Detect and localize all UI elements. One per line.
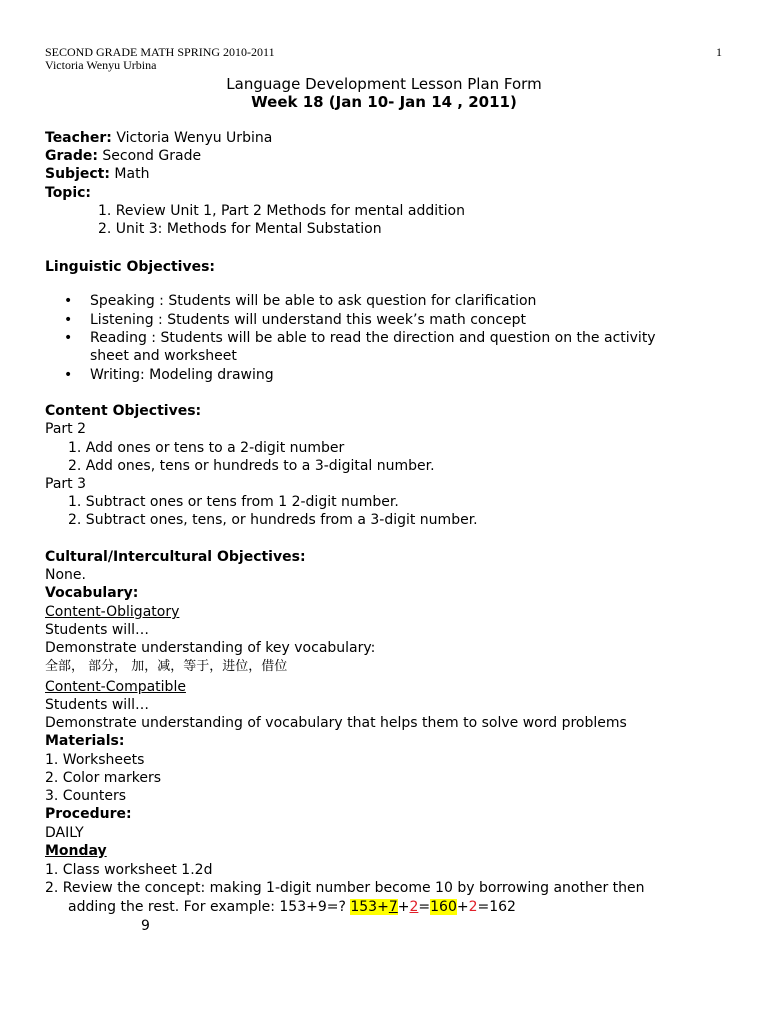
- compatible-label: Content-Compatible: [45, 679, 186, 695]
- subject-label: Subject:: [45, 166, 110, 182]
- bullet-icon: •: [64, 330, 73, 346]
- list-item: 1. Worksheets: [45, 752, 145, 768]
- list-item: Writing: Modeling drawing: [90, 367, 274, 383]
- part3-label: Part 3: [45, 476, 86, 492]
- list-item: Speaking : Students will be able to ask question for clarification: [90, 293, 537, 309]
- list-item: 1. Subtract ones or tens from 1 2-digit number.: [68, 494, 399, 510]
- example-part: +: [456, 899, 469, 915]
- text-line: Students will…: [45, 697, 149, 713]
- example-part-highlight: 160: [430, 899, 457, 915]
- teacher-line: [45, 129, 272, 147]
- list-item: 2. Review the concept: making 1-digit number become 10 by borrowing another then: [45, 880, 645, 896]
- subject-line: [45, 165, 149, 183]
- cultural-value: None.: [45, 567, 86, 583]
- example-part: +: [397, 899, 410, 915]
- example-prefix: adding the rest. For example: 153+9=?: [68, 899, 351, 915]
- document-subtitle: Week 18 (Jan 10- Jan 14 , 2011): [251, 93, 517, 111]
- running-header-author: Victoria Wenyu Urbina: [45, 58, 157, 72]
- example-line: [68, 898, 516, 916]
- below-number: 9: [141, 918, 150, 934]
- obligatory-label: Content-Obligatory: [45, 604, 180, 620]
- topic-label: Topic:: [45, 185, 92, 201]
- list-item: Reading : Students will be able to read the direction and question on the activity: [90, 330, 656, 346]
- page-number: 1: [716, 45, 722, 59]
- daily-label: DAILY: [45, 825, 84, 841]
- linguistic-heading: Linguistic Objectives:: [45, 259, 216, 275]
- materials-heading: Materials:: [45, 733, 125, 749]
- document-title: Language Development Lesson Plan Form: [226, 75, 542, 93]
- example-part: 153+: [350, 899, 389, 915]
- cultural-heading: Cultural/Intercultural Objectives:: [45, 549, 306, 565]
- list-item: 2. Subtract ones, tens, or hundreds from a 3-digit number.: [68, 512, 478, 528]
- example-part: 7: [388, 899, 398, 915]
- list-item: 1. Class worksheet 1.2d: [45, 862, 213, 878]
- bullet-icon: •: [64, 293, 73, 309]
- part2-label: Part 2: [45, 421, 86, 437]
- topic-item: 1. Review Unit 1, Part 2 Methods for mental addition: [98, 203, 465, 219]
- running-header-course: SECOND GRADE MATH SPRING 2010-2011: [45, 45, 275, 59]
- teacher-value: Victoria Wenyu Urbina: [111, 130, 273, 146]
- monday-label: Monday: [45, 843, 107, 859]
- example-part-red: 2: [468, 899, 478, 915]
- text-line: Students will…: [45, 622, 149, 638]
- text-line: Demonstrate understanding of key vocabulary:: [45, 640, 376, 656]
- topic-item: 2. Unit 3: Methods for Mental Substation: [98, 221, 382, 237]
- grade-line: [45, 147, 201, 165]
- list-item: 1. Add ones or tens to a 2-digit number: [68, 440, 345, 456]
- list-item: 2. Add ones, tens or hundreds to a 3-digital number.: [68, 458, 435, 474]
- content-heading: Content Objectives:: [45, 403, 202, 419]
- example-part: =162: [477, 899, 516, 915]
- grade-value: Second Grade: [97, 148, 202, 164]
- vocabulary-heading: Vocabulary:: [45, 585, 139, 601]
- grade-label: Grade:: [45, 148, 98, 164]
- text-line: Demonstrate understanding of vocabulary that helps them to solve word problems: [45, 715, 627, 731]
- list-item-continuation: sheet and worksheet: [90, 348, 237, 364]
- list-item: Listening : Students will understand this week’s math concept: [90, 312, 527, 328]
- teacher-label: Teacher:: [45, 130, 112, 146]
- example-highlight: [350, 899, 397, 915]
- list-item: 3. Counters: [45, 788, 127, 804]
- chinese-vocabulary: 全部， 部分， 加，减，等于，进位，借位: [45, 659, 288, 674]
- example-part: =: [418, 899, 431, 915]
- example-part-red: 2: [409, 899, 419, 915]
- bullet-icon: •: [64, 367, 73, 383]
- bullet-icon: •: [64, 312, 73, 328]
- procedure-heading: Procedure:: [45, 806, 132, 822]
- list-item: 2. Color markers: [45, 770, 162, 786]
- subject-value: Math: [109, 166, 150, 182]
